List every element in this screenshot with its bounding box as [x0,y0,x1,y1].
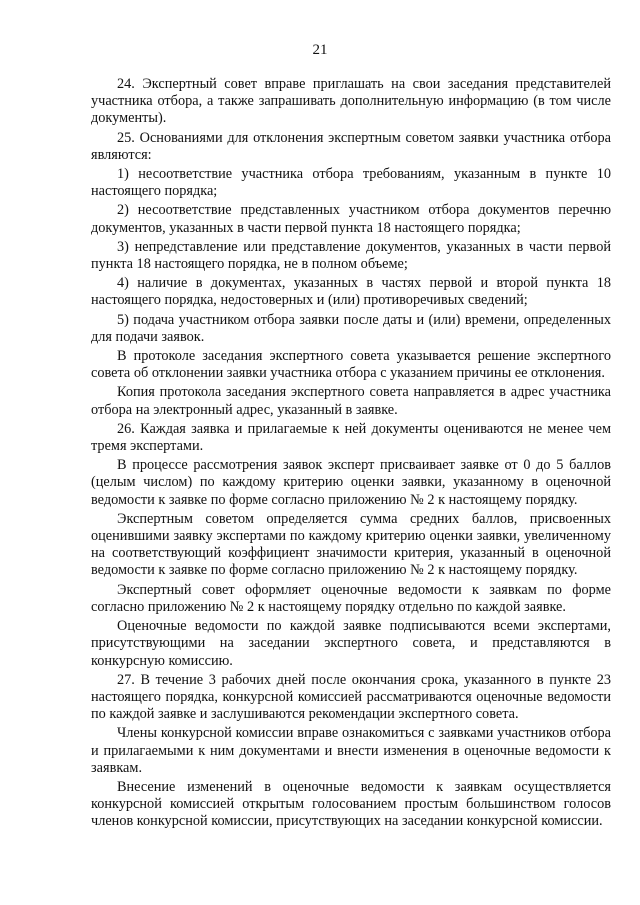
document-body [91,76,611,833]
paragraph: 27. В течение 3 рабочих дней после окончания срока, указанного в пункте 23 настоящего порядка, конкурсной комиссией рассматриваются оценочные ведомости по каждой заявке и заслушиваются рекомендации экспертного совета. [91,671,611,723]
paragraph: В протоколе заседания экспертного совета указывается решение экспертного совета об отклонении заявки участника отбора с указанием причины ее отклонения. [91,348,611,382]
paragraph: 25. Основаниями для отклонения экспертным советом заявки участника отбора являются: [91,129,611,163]
list-item: 4) наличие в документах, указанных в частях первой и второй пункта 18 настоящего порядка, недостоверных и (или) противоречивых сведений; [91,275,611,309]
list-item: 2) несоответствие представленных участником отбора документов перечню документов, указанных в части первой пункта 18 настоящего порядка; [91,202,611,236]
list-item: 1) несоответствие участника отбора требованиям, указанным в пункте 10 настоящего порядка; [91,166,611,200]
page-number: 21 [312,42,328,58]
list-item: 3) непредставление или представление документов, указанных в части первой пункта 18 настоящего порядка, не в полном объеме; [91,238,611,273]
paragraph: Оценочные ведомости по каждой заявке подписываются всеми экспертами, присутствующими на заседании экспертного совета, и представляются в конкурсную комиссию. [91,618,611,669]
paragraph: Экспертным советом определяется сумма средних баллов, присвоенных оценившими заявку экспертами по каждому критерию оценки заявки, увеличенному на соответствующий коэффициент значимости критерия, указанный в оценочной ведомости к заявке по форме согласно приложению № 2 к настоящему порядку. [91,510,611,579]
list-item: 5) подача участником отбора заявки после даты и (или) времени, определенных для подачи заявок. [91,311,611,345]
paragraph: Внесение изменений в оценочные ведомости к заявкам осуществляется конкурсной комиссией открытым голосованием простым большинством голосов членов конкурсной комиссии, присутствующих на заседании конкурсной комиссии. [91,778,611,830]
paragraph: Члены конкурсной комиссии вправе ознакомиться с заявками участников отбора и прилагаемыми к ним документами и внести изменения в оценочные ведомости к заявкам. [91,725,611,776]
paragraph: Экспертный совет оформляет оценочные ведомости к заявкам по форме согласно приложению № 2 к настоящему порядку отдельно по каждой заявке. [91,581,611,615]
paragraph: Копия протокола заседания экспертного совета направляется в адрес участника отбора на электронный адрес, указанный в заявке. [91,384,611,418]
paragraph: 24. Экспертный совет вправе приглашать на свои заседания представителей участника отбора, а также запрашивать дополнительную информацию (в том числе документы). [91,76,611,127]
paragraph: 26. Каждая заявка и прилагаемые к ней документы оцениваются не менее чем тремя экспертами. [91,420,611,455]
paragraph: В процессе рассмотрения заявок эксперт присваивает заявке от 0 до 5 баллов (целым числом) по каждому критерию оценки заявки, указанному в оценочной ведомости к заявке по форме согласно приложению № 2 к настоящему порядку. [91,457,611,508]
